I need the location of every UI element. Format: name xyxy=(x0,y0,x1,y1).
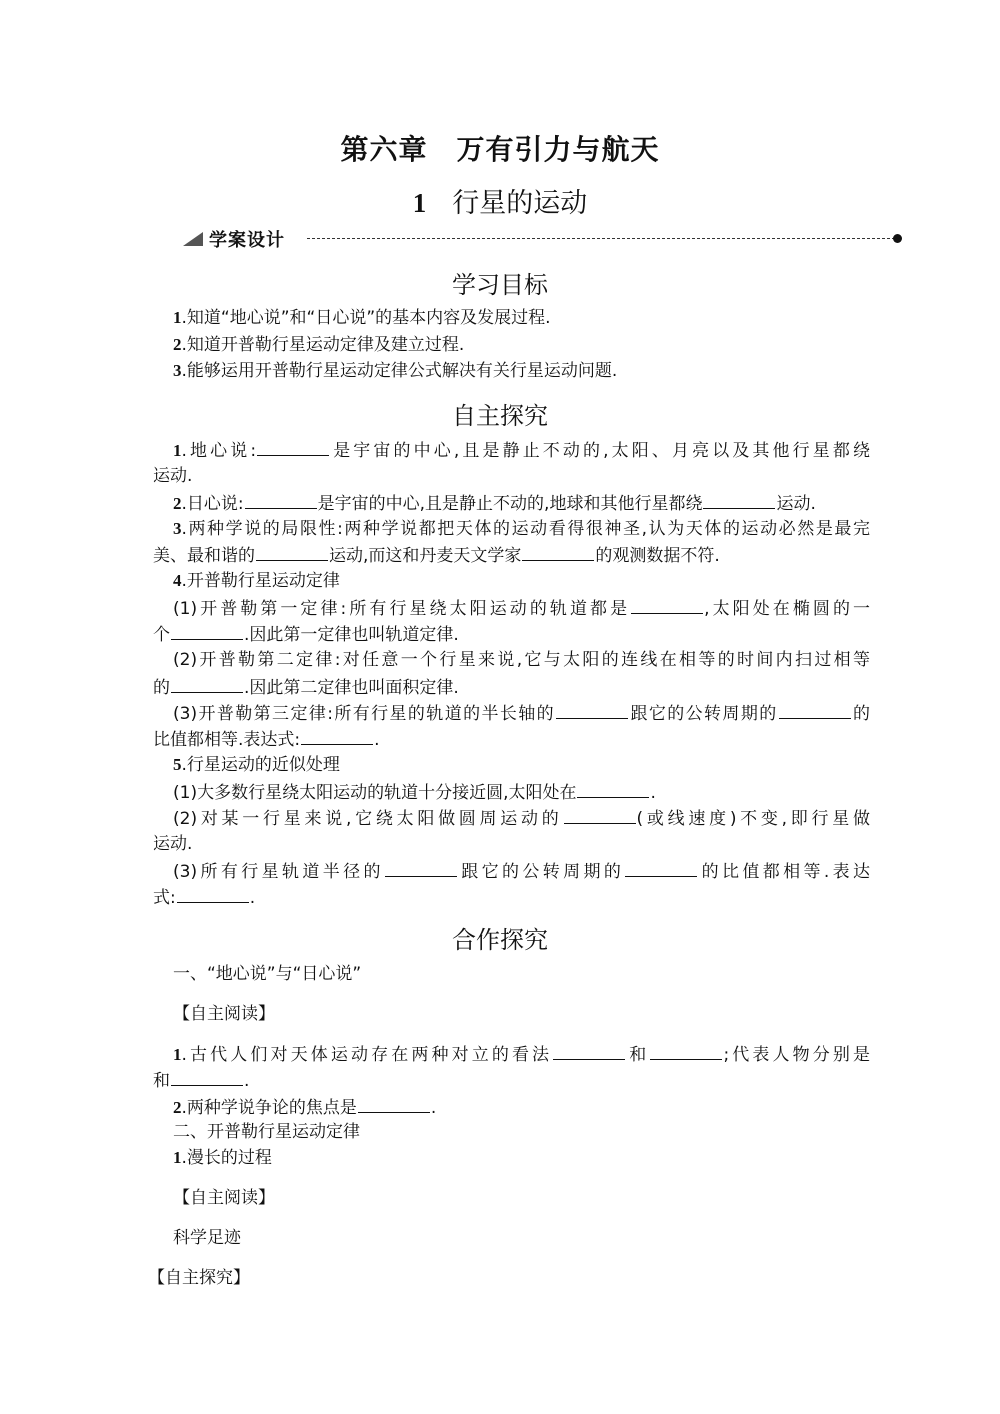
answer-blank[interactable] xyxy=(245,493,317,509)
question-5-title: 5.行星运动的近似处理 xyxy=(173,755,340,775)
law-2: (2)开普勒第二定律:对任意一个行星来说,它与太阳的连线在相等的时间内扫过相等 xyxy=(173,650,870,670)
law-3: (3)开普勒第三定律:所有行星的轨道的半长轴的 跟它的公转周期的 的 xyxy=(173,704,871,724)
answer-blank[interactable] xyxy=(553,1044,625,1060)
part-2-item-1: 1.漫长的过程 xyxy=(173,1148,272,1168)
answer-blank[interactable] xyxy=(358,1097,430,1113)
law-2-cont: 的 .因此第二定律也叫面积定律. xyxy=(153,678,459,698)
section-banner xyxy=(183,228,903,252)
answer-blank[interactable] xyxy=(171,624,243,640)
objective-item: 3.能够运用开普勒行星运动定律公式解决有关行星运动问题. xyxy=(173,361,618,381)
part-2-title: 二、开普勒行星运动定律 xyxy=(173,1122,360,1142)
coop-question-1: 1.古代人们对天体运动存在两种对立的看法 和 ;代表人物分别是 xyxy=(173,1045,871,1065)
science-footprint: 科学足迹 xyxy=(173,1228,241,1248)
coop-question-1-cont: 和 . xyxy=(153,1071,250,1091)
question-2: 2.日心说: 是宇宙的中心,且是静止不动的,地球和其他行星都绕 运动. xyxy=(173,494,816,514)
part-1-title: 一、“地心说”与“日心说” xyxy=(173,964,362,984)
answer-blank[interactable] xyxy=(779,703,851,719)
question-4-title: 4.开普勒行星运动定律 xyxy=(173,571,340,591)
banner-label: 学案设计 xyxy=(209,230,285,251)
objective-item: 1.知道“地心说”和“日心说”的基本内容及发展过程. xyxy=(173,308,551,328)
answer-blank[interactable] xyxy=(556,703,628,719)
answer-blank[interactable] xyxy=(650,1044,722,1060)
lesson-name: 行星的运动 xyxy=(452,188,588,219)
answer-blank[interactable] xyxy=(631,598,703,614)
approx-2: (2)对某一行星来说,它绕太阳做圆周运动的 (或线速度)不变,即行星做 xyxy=(173,809,871,829)
section-self-study: 自主探究 xyxy=(452,402,548,430)
law-3-cont: 比值都相等.表达式: . xyxy=(153,730,380,750)
reading-heading-2: 【自主阅读】 xyxy=(173,1188,275,1208)
objective-item: 2.知道开普勒行星运动定律及建立过程. xyxy=(173,335,465,355)
law-1-cont: 个 .因此第一定律也叫轨道定律. xyxy=(153,625,459,645)
question-3: 3.两种学说的局限性:两种学说都把天体的运动看得很神圣,认为天体的运动必然是最完 xyxy=(173,519,870,539)
triangle-icon xyxy=(183,232,203,246)
explore-heading: 【自主探究】 xyxy=(148,1268,250,1288)
answer-blank[interactable] xyxy=(301,729,373,745)
approx-2-cont: 运动. xyxy=(153,834,193,854)
answer-blank[interactable] xyxy=(256,545,328,561)
question-1: 1.地心说: 是宇宙的中心,且是静止不动的,太阳、月亮以及其他行星都绕 xyxy=(173,441,870,461)
approx-3-cont: 式: . xyxy=(153,888,256,908)
answer-blank[interactable] xyxy=(171,1070,243,1086)
answer-blank[interactable] xyxy=(564,808,636,824)
approx-3: (3)所有行星轨道半径的 跟它的公转周期的 的比值都相等.表达 xyxy=(173,862,870,882)
answer-blank[interactable] xyxy=(522,545,594,561)
answer-blank[interactable] xyxy=(703,493,775,509)
question-3-cont: 美、最和谐的 运动,而这和丹麦天文学家 的观测数据不符. xyxy=(153,546,720,566)
answer-blank[interactable] xyxy=(577,782,649,798)
chapter-title: 第六章 万有引力与航天 xyxy=(340,133,660,166)
section-objectives: 学习目标 xyxy=(452,271,548,299)
dashed-divider xyxy=(307,238,895,239)
answer-blank[interactable] xyxy=(385,861,457,877)
lesson-title xyxy=(0,181,1000,220)
answer-blank[interactable] xyxy=(257,440,329,456)
lesson-number: 1 xyxy=(412,188,427,218)
answer-blank[interactable] xyxy=(177,887,249,903)
question-1-cont: 运动. xyxy=(153,466,193,486)
answer-blank[interactable] xyxy=(171,677,243,693)
law-1: (1)开普勒第一定律:所有行星绕太阳运动的轨道都是 ,太阳处在椭圆的一 xyxy=(173,599,871,619)
coop-question-2: 2.两种学说争论的焦点是 . xyxy=(173,1098,437,1118)
reading-heading: 【自主阅读】 xyxy=(173,1004,275,1024)
approx-1: (1)大多数行星绕太阳运动的轨道十分接近圆,太阳处在 . xyxy=(173,783,656,803)
section-cooperative: 合作探究 xyxy=(452,926,548,954)
answer-blank[interactable] xyxy=(625,861,697,877)
dot-icon xyxy=(893,234,902,243)
